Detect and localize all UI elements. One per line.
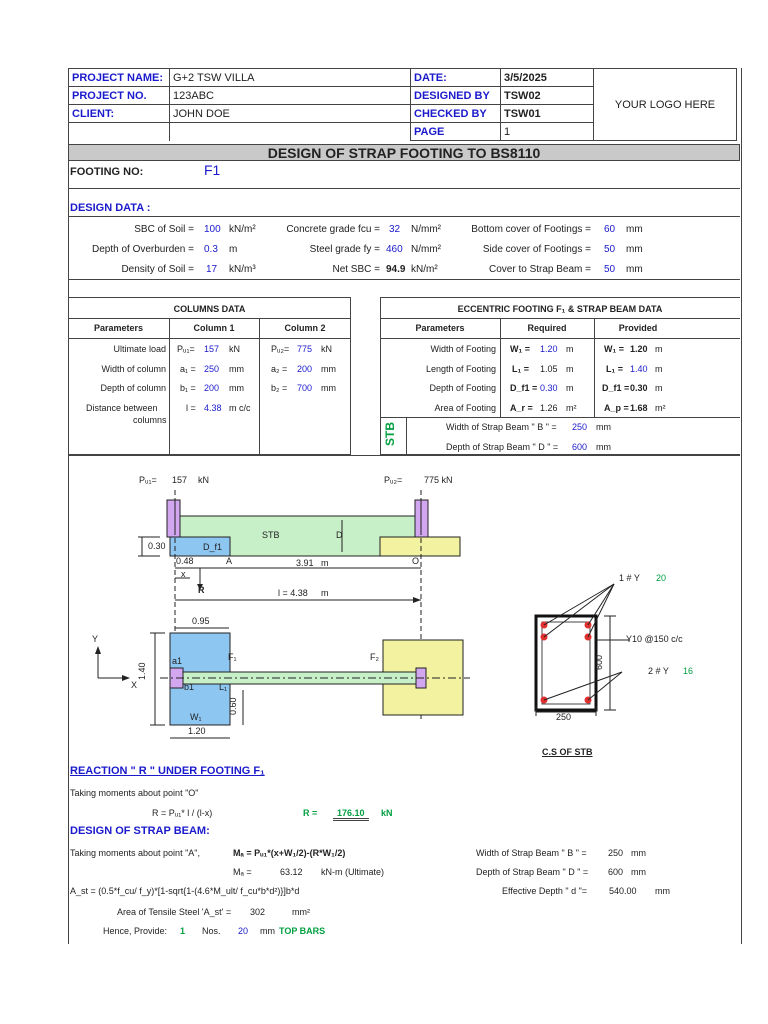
sbc-label: SBC of Soil = bbox=[134, 224, 194, 235]
a2-value: 200 bbox=[297, 364, 313, 374]
date-label: DATE: bbox=[411, 69, 501, 87]
column-depth-label: Depth of column bbox=[100, 383, 166, 393]
reaction-r-unit: kN bbox=[381, 808, 393, 818]
distance-label-1: Distance between bbox=[86, 403, 158, 413]
distance-label-2: columns bbox=[133, 415, 167, 425]
ar-unit: m² bbox=[566, 403, 577, 413]
strap-d-value: 600 bbox=[608, 867, 624, 877]
b1-value: 200 bbox=[204, 383, 220, 393]
project-no: 123ABC bbox=[170, 87, 411, 105]
reaction-formula: R = Pᵤ₁* l / (l-x) bbox=[152, 808, 213, 818]
ast-value: 302 bbox=[250, 907, 266, 917]
diag-point-o: O bbox=[412, 556, 420, 566]
provide-mm: mm bbox=[260, 926, 275, 936]
sbc-unit: kN/m² bbox=[229, 224, 256, 235]
side-cover-value: 50 bbox=[604, 244, 616, 255]
section-link-label: Y10 @150 c/c bbox=[626, 634, 683, 644]
section-top-label: 1 # Y bbox=[619, 573, 640, 583]
page-label: PAGE bbox=[411, 123, 501, 141]
ap-value: 1.68 bbox=[630, 403, 648, 413]
overburden-label: Depth of Overburden = bbox=[91, 244, 194, 255]
w1-prov-unit: m bbox=[655, 344, 663, 354]
density-label: Density of Soil = bbox=[121, 264, 194, 275]
l1-prov-unit: m bbox=[655, 364, 663, 374]
w1-req-value: 1.20 bbox=[540, 344, 558, 354]
stb-tag: STB bbox=[383, 422, 397, 446]
b2-unit: mm bbox=[321, 383, 336, 393]
overburden-unit: m bbox=[229, 244, 238, 255]
ma-label: Mₐ = bbox=[233, 867, 252, 877]
strap-cover-value: 50 bbox=[604, 264, 616, 275]
strap-b-label: Width of Strap Beam " B " = bbox=[476, 848, 587, 858]
header-table bbox=[68, 68, 737, 141]
diag-dim-048: 0.48 bbox=[176, 556, 194, 566]
bottom-cover-label: Bottom cover of Footings = bbox=[471, 224, 591, 235]
reaction-taking-moments: Taking moments about point "O" bbox=[70, 788, 199, 798]
reaction-r-value: 176.10 bbox=[333, 808, 369, 821]
b2-value: 700 bbox=[297, 383, 313, 393]
diag-reaction-r: R bbox=[198, 585, 205, 595]
ar-symbol: A_r = bbox=[510, 403, 533, 413]
section-top-value: 20 bbox=[656, 573, 667, 583]
column-width-label: Width of column bbox=[101, 364, 166, 374]
a1-unit: mm bbox=[229, 364, 244, 374]
diag-x: x bbox=[181, 569, 186, 579]
sbc-value: 100 bbox=[204, 224, 221, 235]
strap-b-value: 250 bbox=[608, 848, 624, 858]
fcu-value: 32 bbox=[389, 224, 401, 235]
net-sbc-label: Net SBC = bbox=[332, 264, 380, 275]
diag-d: D bbox=[336, 530, 343, 540]
strap-heading: DESIGN OF STRAP BEAM: bbox=[70, 825, 210, 837]
ast-label: Area of Tensile Steel 'A_st' = bbox=[117, 907, 232, 917]
strap-cover-unit: mm bbox=[626, 264, 643, 275]
diag-stb: STB bbox=[262, 530, 280, 540]
ultimate-load-label: Ultimate load bbox=[113, 344, 166, 354]
stb-depth-value: 600 bbox=[572, 442, 588, 452]
diag-b1: b1 bbox=[184, 682, 195, 692]
a1-value: 250 bbox=[204, 364, 220, 374]
diag-a1: a1 bbox=[172, 656, 183, 666]
diag-l1: L₁ bbox=[219, 682, 228, 692]
diag-f1: F₁ bbox=[228, 652, 237, 662]
df1-req-symbol: D_f1 = bbox=[510, 383, 538, 393]
l1-req-unit: m bbox=[566, 364, 574, 374]
column2-header: Column 2 bbox=[284, 323, 326, 333]
provide-label: Hence, Provide: bbox=[103, 926, 168, 936]
section-caption: C.S OF STB bbox=[542, 747, 593, 757]
effective-depth-label: Effective Depth " d "= bbox=[502, 886, 588, 896]
diag-pu2-label: Pᵤ₂= bbox=[384, 475, 403, 485]
l1-req-value: 1.05 bbox=[540, 364, 558, 374]
side-cover-label: Side cover of Footings = bbox=[482, 244, 591, 255]
y-axis-label: Y bbox=[92, 634, 99, 644]
diag-f2: F₂ bbox=[370, 652, 379, 662]
bottom-cover-value: 60 bbox=[604, 224, 616, 235]
footing-width-label: Width of Footing bbox=[430, 344, 496, 354]
diag-l-unit: m bbox=[321, 588, 329, 598]
required-header: Required bbox=[527, 323, 567, 333]
df1-prov-symbol: D_f1 = bbox=[602, 383, 630, 393]
pu1-unit: kN bbox=[229, 344, 240, 354]
section-outline bbox=[536, 616, 596, 710]
footing-label: FOOTING NO: bbox=[70, 166, 144, 178]
fcu-label: Concrete grade fcu = bbox=[286, 224, 380, 235]
effective-depth-value: 540.00 bbox=[609, 886, 637, 896]
x-axis-label: X bbox=[131, 680, 138, 690]
checked-by: TSW01 bbox=[501, 105, 594, 123]
cross-section-diagram bbox=[520, 560, 720, 740]
df1-req-value: 0.30 bbox=[540, 383, 558, 393]
diag-w1: W₁ bbox=[190, 712, 202, 722]
pu2-unit: kN bbox=[321, 344, 332, 354]
section-bottom-value: 16 bbox=[683, 666, 694, 676]
effective-depth-unit: mm bbox=[655, 886, 670, 896]
eccentric-param-header: Parameters bbox=[415, 323, 465, 333]
a1-symbol: a₁ = bbox=[180, 364, 196, 374]
distance-value: 4.38 bbox=[204, 403, 222, 413]
page-value: 1 bbox=[501, 123, 594, 141]
provide-nos: Nos. bbox=[202, 926, 221, 936]
date-value: 3/5/2025 bbox=[501, 69, 594, 87]
b1-symbol: b₁ = bbox=[180, 383, 196, 393]
a2-symbol: a₂ = bbox=[271, 364, 288, 374]
ast-unit: mm² bbox=[292, 907, 310, 917]
strap-d-unit: mm bbox=[631, 867, 646, 877]
diag-l-dim: l = 4.38 bbox=[278, 588, 308, 598]
df1-req-unit: m bbox=[566, 383, 574, 393]
fy-value: 460 bbox=[386, 244, 403, 255]
eccentric-data-box bbox=[380, 297, 740, 455]
diag-point-a: A bbox=[226, 556, 233, 566]
provide-number: 1 bbox=[180, 926, 186, 936]
project-name-label: PROJECT NAME: bbox=[69, 69, 170, 87]
density-unit: kN/m³ bbox=[229, 264, 256, 275]
stb-width-label: Width of Strap Beam " B " = bbox=[446, 422, 557, 432]
diag-dim-391: 3.91 bbox=[296, 558, 314, 568]
columns-param-header: Parameters bbox=[93, 323, 144, 333]
stb-depth-unit: mm bbox=[596, 442, 611, 452]
b1-unit: mm bbox=[229, 383, 244, 393]
ma-unit: kN-m (Ultimate) bbox=[321, 867, 384, 877]
df1-prov-value: 0.30 bbox=[630, 383, 648, 393]
provided-header: Provided bbox=[618, 323, 658, 333]
column1-header: Column 1 bbox=[193, 323, 235, 333]
diag-df1: D_f1 bbox=[203, 542, 223, 552]
client-label: CLIENT: bbox=[69, 105, 170, 123]
strap-taking-moments: Taking moments about point "A", bbox=[70, 848, 200, 858]
diag-dim-095: 0.95 bbox=[192, 616, 210, 626]
strap-d-label: Depth of Strap Beam " D " = bbox=[476, 867, 589, 877]
stb-depth-label: Depth of Strap Beam " D " = bbox=[446, 442, 559, 452]
column-1-elevation bbox=[167, 500, 180, 537]
diag-depth-030: 0.30 bbox=[148, 541, 166, 551]
designed-by: TSW02 bbox=[501, 87, 594, 105]
l1-prov-symbol: L₁ = bbox=[606, 364, 623, 374]
pu1-value: 157 bbox=[204, 344, 220, 354]
pu1-symbol: Pᵤ₁= bbox=[177, 344, 195, 354]
overburden-value: 0.3 bbox=[204, 244, 218, 255]
reaction-r-label: R = bbox=[303, 808, 318, 818]
section-bottom-label: 2 # Y bbox=[648, 666, 669, 676]
a2-unit: mm bbox=[321, 364, 336, 374]
client: JOHN DOE bbox=[170, 105, 411, 123]
diag-pu1-label: Pᵤ₁= bbox=[139, 475, 157, 485]
w1-req-unit: m bbox=[566, 344, 574, 354]
designed-by-label: DESIGNED BY bbox=[411, 87, 501, 105]
eccentric-heading: ECCENTRIC FOOTING F₁ & STRAP BEAM DATA bbox=[457, 304, 663, 314]
section-dim-600: 600 bbox=[594, 654, 604, 670]
net-sbc-unit: kN/m² bbox=[411, 264, 438, 275]
project-name: G+2 TSW VILLA bbox=[170, 69, 411, 87]
df1-prov-unit: m bbox=[655, 383, 663, 393]
w1-req-symbol: W₁ = bbox=[510, 344, 530, 354]
fy-label: Steel grade fy = bbox=[309, 244, 380, 255]
section-dim-250: 250 bbox=[556, 712, 572, 722]
columns-data-box bbox=[68, 297, 351, 455]
provide-tag: TOP BARS bbox=[279, 926, 326, 936]
columns-heading: COLUMNS DATA bbox=[173, 304, 246, 314]
diag-pu1-unit: kN bbox=[198, 475, 209, 485]
design-data-heading: DESIGN DATA : bbox=[70, 202, 151, 214]
w1-prov-symbol: W₁ = bbox=[604, 344, 624, 354]
footing-f2-elevation bbox=[380, 537, 460, 556]
footing-depth-label: Depth of Footing bbox=[429, 383, 496, 393]
diag-pu1-value: 157 bbox=[172, 475, 188, 485]
diag-pu2-value: 775 kN bbox=[424, 475, 453, 485]
pu2-value: 775 bbox=[297, 344, 313, 354]
checked-by-label: CHECKED BY bbox=[411, 105, 501, 123]
distance-symbol: l = bbox=[186, 403, 196, 413]
project-no-label: PROJECT NO. bbox=[69, 87, 170, 105]
net-sbc-value: 94.9 bbox=[386, 264, 406, 275]
bottom-cover-unit: mm bbox=[626, 224, 643, 235]
distance-unit: m c/c bbox=[229, 403, 251, 413]
ast-formula: A_st = (0.5*f_cu/ f_y)*[1-sqrt{1-(4.6*M_ult/ f_cu*b*d²)}]b*d bbox=[70, 886, 300, 896]
l1-req-symbol: L₁ = bbox=[512, 364, 529, 374]
footing-area-label: Area of Footing bbox=[434, 403, 496, 413]
density-value: 17 bbox=[206, 264, 218, 275]
l1-prov-value: 1.40 bbox=[630, 364, 648, 374]
footing-length-label: Length of Footing bbox=[425, 364, 496, 374]
stb-width-unit: mm bbox=[596, 422, 611, 432]
strap-cover-label: Cover to Strap Beam = bbox=[489, 264, 591, 275]
b2-symbol: b₂ = bbox=[271, 383, 288, 393]
fy-unit: N/mm² bbox=[411, 244, 441, 255]
page-title: DESIGN OF STRAP FOOTING TO BS8110 bbox=[68, 144, 740, 161]
w1-prov-value: 1.20 bbox=[630, 344, 648, 354]
diag-dim-391-unit: m bbox=[321, 558, 329, 568]
ar-value: 1.26 bbox=[540, 403, 558, 413]
logo-placeholder: YOUR LOGO HERE bbox=[594, 69, 737, 141]
fcu-unit: N/mm² bbox=[411, 224, 441, 235]
strap-b-unit: mm bbox=[631, 848, 646, 858]
diag-dim-140: 1.40 bbox=[137, 662, 147, 680]
diag-dim-120: 1.20 bbox=[188, 726, 206, 736]
ap-symbol: A_p = bbox=[604, 403, 629, 413]
ma-value: 63.12 bbox=[280, 867, 303, 877]
side-cover-unit: mm bbox=[626, 244, 643, 255]
diag-dim-060: 0.60 bbox=[228, 697, 238, 715]
stb-width-value: 250 bbox=[572, 422, 588, 432]
ap-unit: m² bbox=[655, 403, 666, 413]
reaction-heading: REACTION " R " UNDER FOOTING F₁ bbox=[70, 765, 265, 777]
provide-diameter: 20 bbox=[238, 926, 249, 936]
pu2-symbol: Pᵤ₂= bbox=[271, 344, 290, 354]
footing-value: F1 bbox=[204, 162, 221, 178]
ma-formula: Mₐ = Pᵤ₁*(x+W₁/2)-(R*W₁/2) bbox=[233, 848, 346, 858]
